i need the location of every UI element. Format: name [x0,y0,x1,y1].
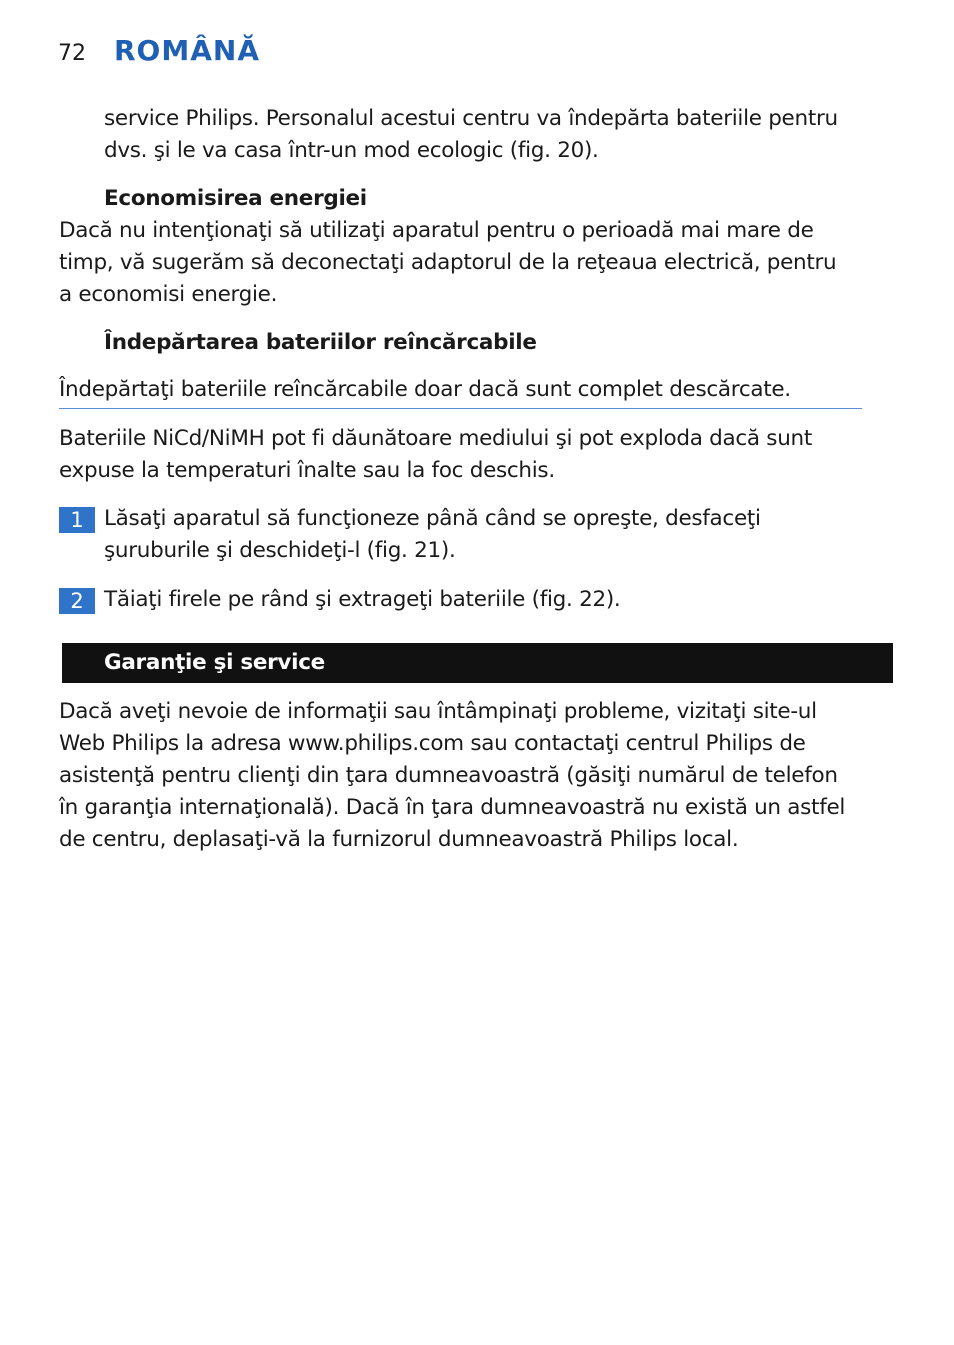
warranty-body: Dacă aveţi nevoie de informaţii sau întâmpinaţi probleme, vizitaţi site-ul Web Philips la adresa www.philips.com sau contactaţi centrul Philips de asistenţă pentru clienţi din ţara dumneavoastră (găsiţi numărul de telefon în garanţia internaţională). Dacă în ţara dumneavoastră nu există un astfel de centru, deplasaţi-vă la furnizorul dumneavoastră Philips local. [59,699,846,852]
page-header [58,34,260,67]
battery-heading: Îndepărtarea bateriilor reîncărcabile [104,330,537,355]
warranty-section-bar [62,643,893,683]
energy-body: Dacă nu intenţionaţi să utilizaţi aparatul pentru o perioadă mai mare de timp, vă sugerăm să deconectaţi adaptorul de la reţeaua electrică, pentru a economisi energie. [59,218,837,307]
step-number-badge: 2 [59,588,95,614]
step-1 [59,503,904,567]
step-text: Tăiaţi firele pe rând şi extrageţi bateriile (fig. 22). [104,587,621,612]
step-number-badge: 1 [59,507,95,533]
battery-warning: Îndepărtaţi bateriile reîncărcabile doar dacă sunt complet descărcate. [59,374,862,409]
warranty-heading: Garanţie şi service [104,650,325,675]
intro-paragraph: service Philips. Personalul acestui centru va îndepărta bateriile pentru dvs. şi le va casa într-un mod ecologic (fig. 20). [104,106,838,163]
step-text: Lăsaţi aparatul să funcţioneze până când se opreşte, desfaceţi şuruburile şi deschideţi-l (fig. 21). [104,506,761,563]
energy-heading: Economisirea energiei [104,186,367,211]
battery-body: Bateriile NiCd/NiMH pot fi dăunătoare mediului şi pot exploda dacă sunt expuse la temperaturi înalte sau la foc deschis. [59,426,812,483]
page-number: 72 [58,41,86,66]
language-title: ROMÂNĂ [114,34,260,67]
step-2 [59,584,904,616]
